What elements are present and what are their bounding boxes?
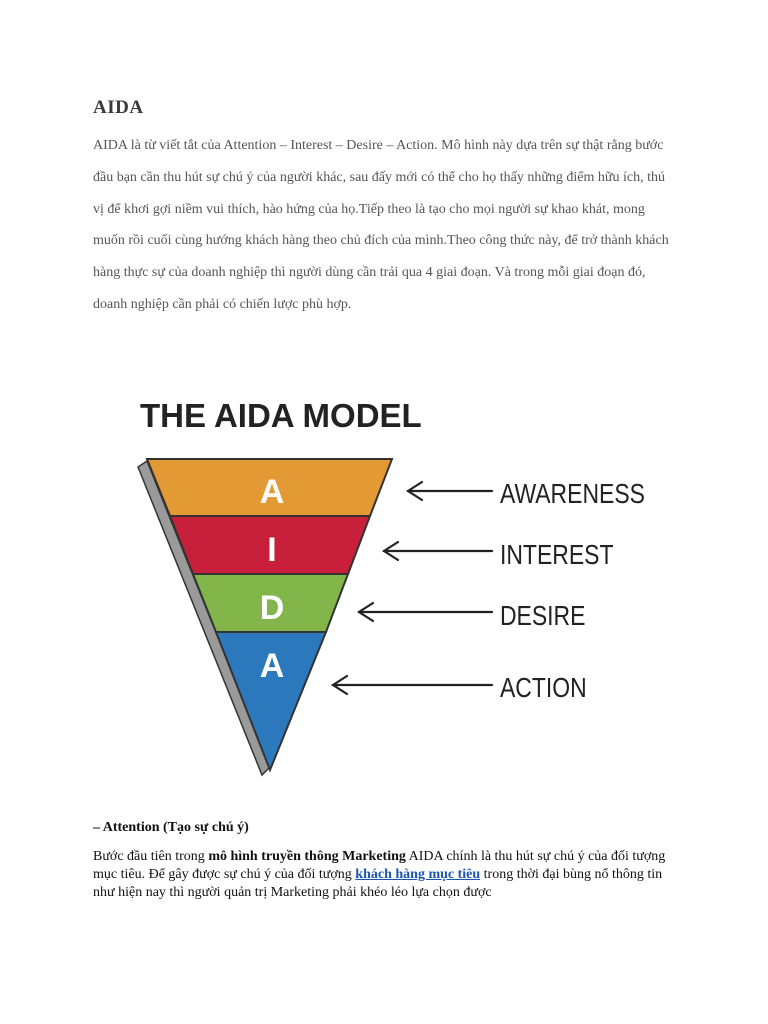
label-action: ACTION (500, 672, 587, 704)
arrow-left-icon (408, 482, 492, 500)
aida-funnel-diagram (130, 385, 645, 785)
para-text-3: trong thời đại bùng nổ thông tin như hiện nay thì người quản trị Marketing phải khéo léo lựa chọn được (93, 867, 663, 900)
letter-a-action: A (259, 647, 285, 685)
letter-a-attention: A (259, 473, 285, 511)
letter-i-interest: I (267, 531, 277, 569)
para-text-1: Bước đầu tiên trong (93, 849, 209, 864)
label-interest: INTEREST (500, 539, 614, 571)
letter-d-desire: D (259, 589, 285, 627)
figure-title: THE AIDA MODEL (140, 397, 422, 434)
para-text-2: AIDA chính là thu hút sự chú ý của đối tượng mục tiêu. Để gây được sự chú ý của đối tượng (93, 849, 666, 882)
attention-subheading: – Attention (Tạo sự chú ý) (93, 820, 249, 835)
arrow-left-icon (333, 676, 492, 694)
intro-paragraph: AIDA là từ viết tắt của Attention – Interest – Desire – Action. Mô hình này dựa trên sự thật rằng bước đầu bạn cần thu hút sự chú ý của người khác, sau đấy mới có thể cho họ thấy những điểm hữu ích, thú vị để khơi gợi niềm vui thích, hào hứng của họ.Tiếp theo là tạo cho mọi người sự khao khát, mong muốn rồi cuối cùng hướng khách hàng theo chủ đích của mình.Theo công thức này, để trở thành khách hàng thực sự của doanh nghiệp thì người dùng cần trải qua 4 giai đoạn. Và trong mỗi giai đoạn đó, doanh nghiệp cần phải có chiến lược phù hợp. (93, 138, 669, 312)
attention-paragraph (93, 848, 683, 902)
para-bold-phrase: mô hình truyền thông Marketing (208, 849, 406, 864)
arrow-left-icon (359, 603, 492, 621)
label-desire: DESIRE (500, 600, 586, 632)
arrow-left-icon (384, 542, 492, 560)
label-awareness: AWARENESS (500, 478, 645, 510)
section-heading: AIDA (93, 97, 144, 118)
target-customer-link[interactable]: khách hàng mục tiêu (355, 867, 481, 882)
aida-model-figure (130, 385, 645, 785)
